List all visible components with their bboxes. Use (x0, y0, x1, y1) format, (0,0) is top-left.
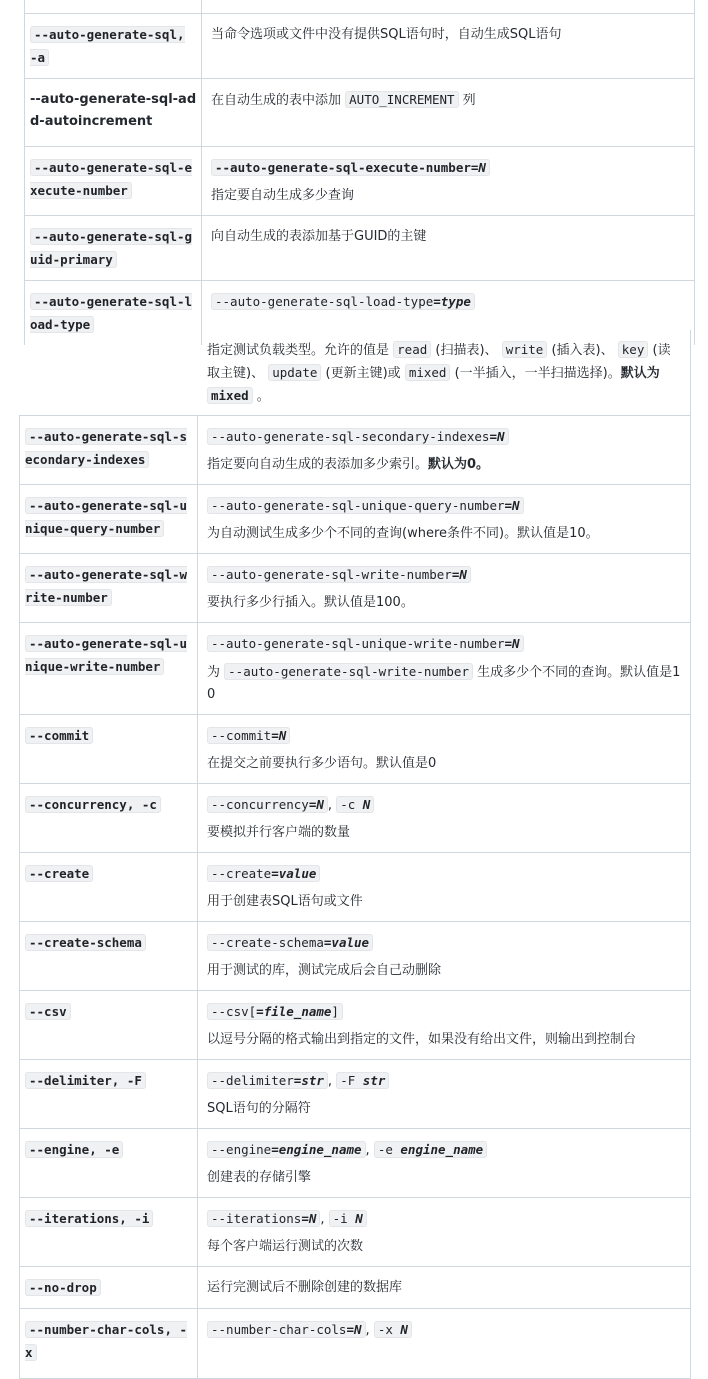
option-signature: --create=value (207, 863, 682, 886)
placeholder: N (355, 1211, 363, 1226)
options-table-lower (19, 415, 691, 1379)
option-signature: --auto-generate-sql-write-number=N (207, 564, 682, 587)
option-signature: --auto-generate-sql-secondary-indexes=N (207, 426, 682, 449)
table-row (20, 1309, 691, 1379)
option-name: --iterations, -i (25, 1210, 153, 1227)
inline-code: read (393, 341, 431, 358)
table-row (25, 79, 695, 147)
option-description: 要模拟并行客户端的数量 (207, 825, 351, 840)
table-row (25, 0, 695, 14)
placeholder: N (316, 797, 324, 812)
options-table-upper (24, 0, 695, 345)
option-description: 每个客户端运行测试的次数 (207, 1239, 364, 1254)
table-row (20, 1060, 691, 1129)
placeholder: value (331, 935, 370, 950)
inline-code: AUTO_INCREMENT (345, 91, 458, 108)
option-description: 指定要自动生成多少查询 (211, 188, 355, 203)
inline-code: mixed (405, 364, 451, 381)
option-description: 要执行多少行插入。默认值是100。 (207, 595, 414, 610)
placeholder: N (512, 498, 520, 513)
option-signature: --auto-generate-sql-unique-query-number=N (207, 495, 682, 518)
option-name: --auto-generate-sql-load-type (30, 294, 193, 332)
load-type-description: 指定测试负载类型。允许的值是 read (扫描表)、 write (插入表)、 key (读取主键)、 update (更新主键)或 mixed (一半插入，一半扫描选择)。默认为 mixed 。 (197, 330, 691, 416)
inline-code: write (502, 341, 548, 358)
option-description: 在自动生成的表中添加 (211, 93, 342, 108)
option-signature: --auto-generate-sql-unique-write-number=N (207, 633, 682, 656)
option-name: --auto-generate-sql-add-autoincrement (30, 92, 197, 129)
option-name: --no-drop (25, 1279, 101, 1296)
placeholder: N (308, 1211, 317, 1226)
option-name: --auto-generate-sql-write-number (25, 567, 188, 605)
option-name: --number-char-cols, -x (25, 1322, 188, 1360)
option-name: --auto-generate-sql-unique-write-number (25, 636, 188, 674)
placeholder: N (354, 1322, 362, 1337)
option-name: --auto-generate-sql-unique-query-number (25, 498, 188, 536)
table-row (20, 853, 691, 922)
option-description: 为 (207, 665, 221, 680)
table-row (20, 715, 691, 784)
placeholder: file_name (263, 1004, 332, 1019)
table-row (20, 554, 691, 623)
option-description-tail: 列 (462, 93, 476, 108)
inline-code: key (618, 341, 649, 358)
option-name: --csv (25, 1003, 71, 1020)
option-name: --delimiter, -F (25, 1072, 146, 1089)
option-description: SQL语句的分隔符 (207, 1101, 311, 1116)
option-description: 用于创建表SQL语句或文件 (207, 894, 363, 909)
inline-code: --auto-generate-sql-write-number (224, 663, 473, 680)
option-signature: --engine=engine_name , -e engine_name (207, 1139, 682, 1162)
option-name: --auto-generate-sql-secondary-indexes (25, 429, 188, 467)
placeholder: type (440, 294, 471, 309)
placeholder: engine_name (400, 1142, 484, 1157)
option-description: 运行完测试后不删除创建的数据库 (207, 1280, 403, 1295)
placeholder: value (278, 866, 317, 881)
option-name: --commit (25, 727, 93, 744)
option-description: 以逗号分隔的格式输出到指定的文件，如果没有给出文件，则输出到控制台 (207, 1032, 637, 1047)
inline-code: update (268, 364, 321, 381)
option-signature: --concurrency=N , -c N (207, 794, 682, 817)
placeholder: str (362, 1073, 386, 1088)
placeholder: N (496, 429, 505, 444)
option-signature: --csv[=file_name] (207, 1001, 682, 1024)
default-label: 默认为 (620, 366, 660, 381)
option-name: --concurrency, -c (25, 796, 161, 813)
option-signature: --commit=N (207, 725, 682, 748)
option-signature: --auto-generate-sql-execute-number=N (211, 157, 686, 180)
table-row (20, 784, 691, 853)
placeholder: engine_name (278, 1142, 362, 1157)
option-name: --auto-generate-sql-execute-number (30, 160, 193, 198)
table-row (20, 922, 691, 991)
table-row (20, 485, 691, 554)
option-description: 向自动生成的表添加基于GUID的主键 (211, 229, 427, 244)
placeholder: N (478, 160, 486, 175)
placeholder: N (362, 797, 371, 812)
placeholder: N (400, 1322, 408, 1337)
option-signature: --create-schema=value (207, 932, 682, 955)
option-name: --create (25, 865, 93, 882)
option-name: --auto-generate-sql-guid-primary (30, 229, 193, 267)
option-signature: --number-char-cols=N , -x N (207, 1319, 682, 1342)
option-description: 当命令选项或文件中没有提供SQL语句时，自动生成SQL语句 (211, 27, 562, 42)
inline-code: mixed (207, 387, 253, 404)
option-name: --create-schema (25, 934, 146, 951)
option-description: 创建表的存储引擎 (207, 1170, 312, 1185)
table-row (25, 14, 695, 79)
option-signature: --auto-generate-sql-load-type=type (211, 291, 686, 314)
option-description: 指定要向自动生成的表添加多少索引。 (207, 457, 429, 472)
table-row: --auto-generate-sql-secondary-indexes --auto-generate-sql-secondary-indexes=N 指定要向自动生成的表添加多少索引。默认为0。 (20, 416, 691, 485)
option-description: 在提交之前要执行多少语句。默认值是0 (207, 756, 437, 771)
table-row (20, 1129, 691, 1198)
placeholder: N (278, 728, 287, 743)
table-row (25, 216, 695, 281)
placeholder: str (301, 1073, 324, 1088)
placeholder: N (512, 636, 520, 651)
table-row (20, 991, 691, 1060)
option-signature: --iterations=N , -i N (207, 1208, 682, 1231)
placeholder: N (459, 567, 467, 582)
option-name: --auto-generate-sql, -a (30, 27, 185, 65)
table-row: --auto-generate-sql-unique-write-number --auto-generate-sql-unique-write-number=N 为 --auto-generate-sql-write-number 生成多少个不同的查询。默认值是10 (20, 623, 691, 715)
table-row (20, 1267, 691, 1309)
table-row (25, 147, 695, 216)
option-description: 用于测试的库，测试完成后会自己动删除 (207, 963, 442, 978)
option-signature: --delimiter=str , -F str (207, 1070, 682, 1093)
option-description: 为自动测试生成多少个不同的查询(where条件不同)。默认值是10。 (207, 526, 599, 541)
table-row (20, 1198, 691, 1267)
option-name: --engine, -e (25, 1141, 123, 1158)
